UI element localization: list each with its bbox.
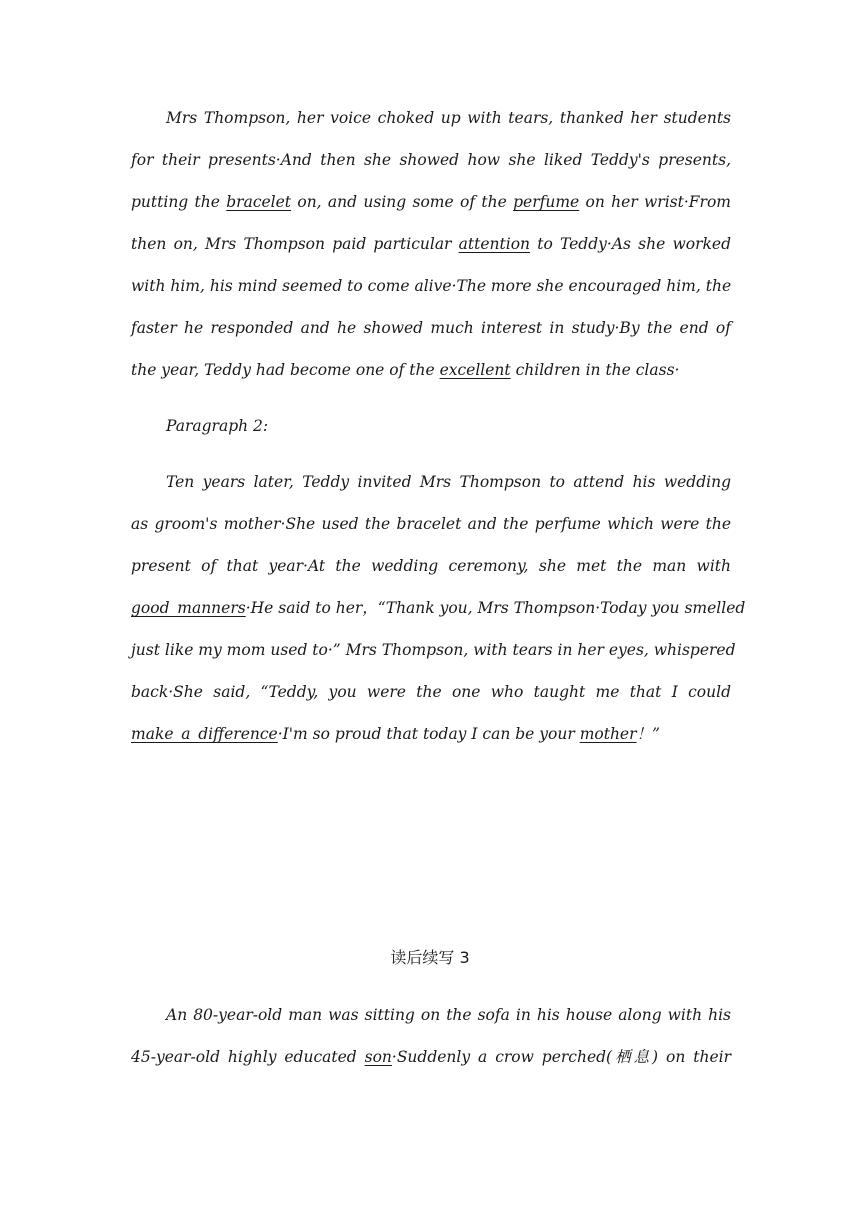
paragraph-1-line-5: with him, his mind seemed to come alive·The more she encouraged him, the	[131, 277, 732, 295]
section-3-line-2	[131, 1046, 731, 1068]
paragraph-2-heading: Paragraph 2:	[166, 417, 269, 435]
section-3-title: 读后续写 3	[390, 948, 470, 967]
text-run: ·He said to her，“Thank you, Mrs Thompson·Today you smelled	[245, 599, 746, 617]
text-run: ·I'm so proud that today I can be your	[277, 725, 580, 743]
underlined-word-excellent: excellent	[439, 361, 511, 379]
underlined-word-perfume: perfume	[513, 193, 580, 211]
paragraph-1-line-3	[131, 191, 731, 213]
text-run: to Teddy·As she worked	[530, 235, 731, 253]
underlined-word-son: son	[364, 1048, 392, 1066]
paragraph-1-line-1: Mrs Thompson, her voice choked up with tears, thanked her students	[166, 109, 731, 127]
text-run: on her wrist·From	[579, 193, 731, 211]
paragraph-2-line-7	[131, 723, 731, 745]
text-run: then on, Mrs Thompson paid particular	[131, 235, 459, 253]
paragraph-1-line-7	[131, 359, 731, 381]
text-run: children in the class·	[510, 361, 680, 379]
paragraph-1-line-6: faster he responded and he showed much interest in study·By the end of	[131, 319, 731, 337]
paragraph-2-line-2: as groom's mother·She used the bracelet and the perfume which were the	[131, 515, 731, 533]
text-run: putting the	[131, 193, 227, 211]
underlined-word-good-manners: good_manners	[131, 599, 246, 617]
text-run: ！”	[636, 725, 660, 743]
section-3-line-1: An 80-year-old man was sitting on the sofa in his house along with his	[166, 1006, 731, 1024]
text-run: 45-year-old highly educated	[131, 1048, 365, 1066]
paragraph-2-line-1: Ten years later, Teddy invited Mrs Thompson to attend his wedding	[166, 473, 731, 491]
underlined-word-make-a-difference: make_a_difference	[131, 725, 278, 743]
paragraph-2-line-3: present of that year·At the wedding ceremony, she met the man with	[131, 557, 731, 575]
text-run: on, and using some of the	[291, 193, 514, 211]
paragraph-2-line-6: back·She said, “Teddy, you were the one who taught me that I could	[131, 683, 731, 701]
paragraph-1-line-2: for their presents·And then she showed how she liked Teddy's presents,	[131, 151, 731, 169]
text-run: ·Suddenly a crow perched(栖息) on their	[391, 1048, 731, 1066]
paragraph-2-line-4	[131, 597, 746, 619]
underlined-word-bracelet: bracelet	[226, 193, 292, 211]
paragraph-1-line-4	[131, 233, 731, 255]
paragraph-2-line-5: just like my mom used to·” Mrs Thompson, with tears in her eyes, whispered	[131, 641, 736, 659]
underlined-word-mother: mother	[579, 725, 637, 743]
text-run: the year, Teddy had become one of the	[131, 361, 440, 379]
underlined-word-attention: attention	[458, 235, 531, 253]
